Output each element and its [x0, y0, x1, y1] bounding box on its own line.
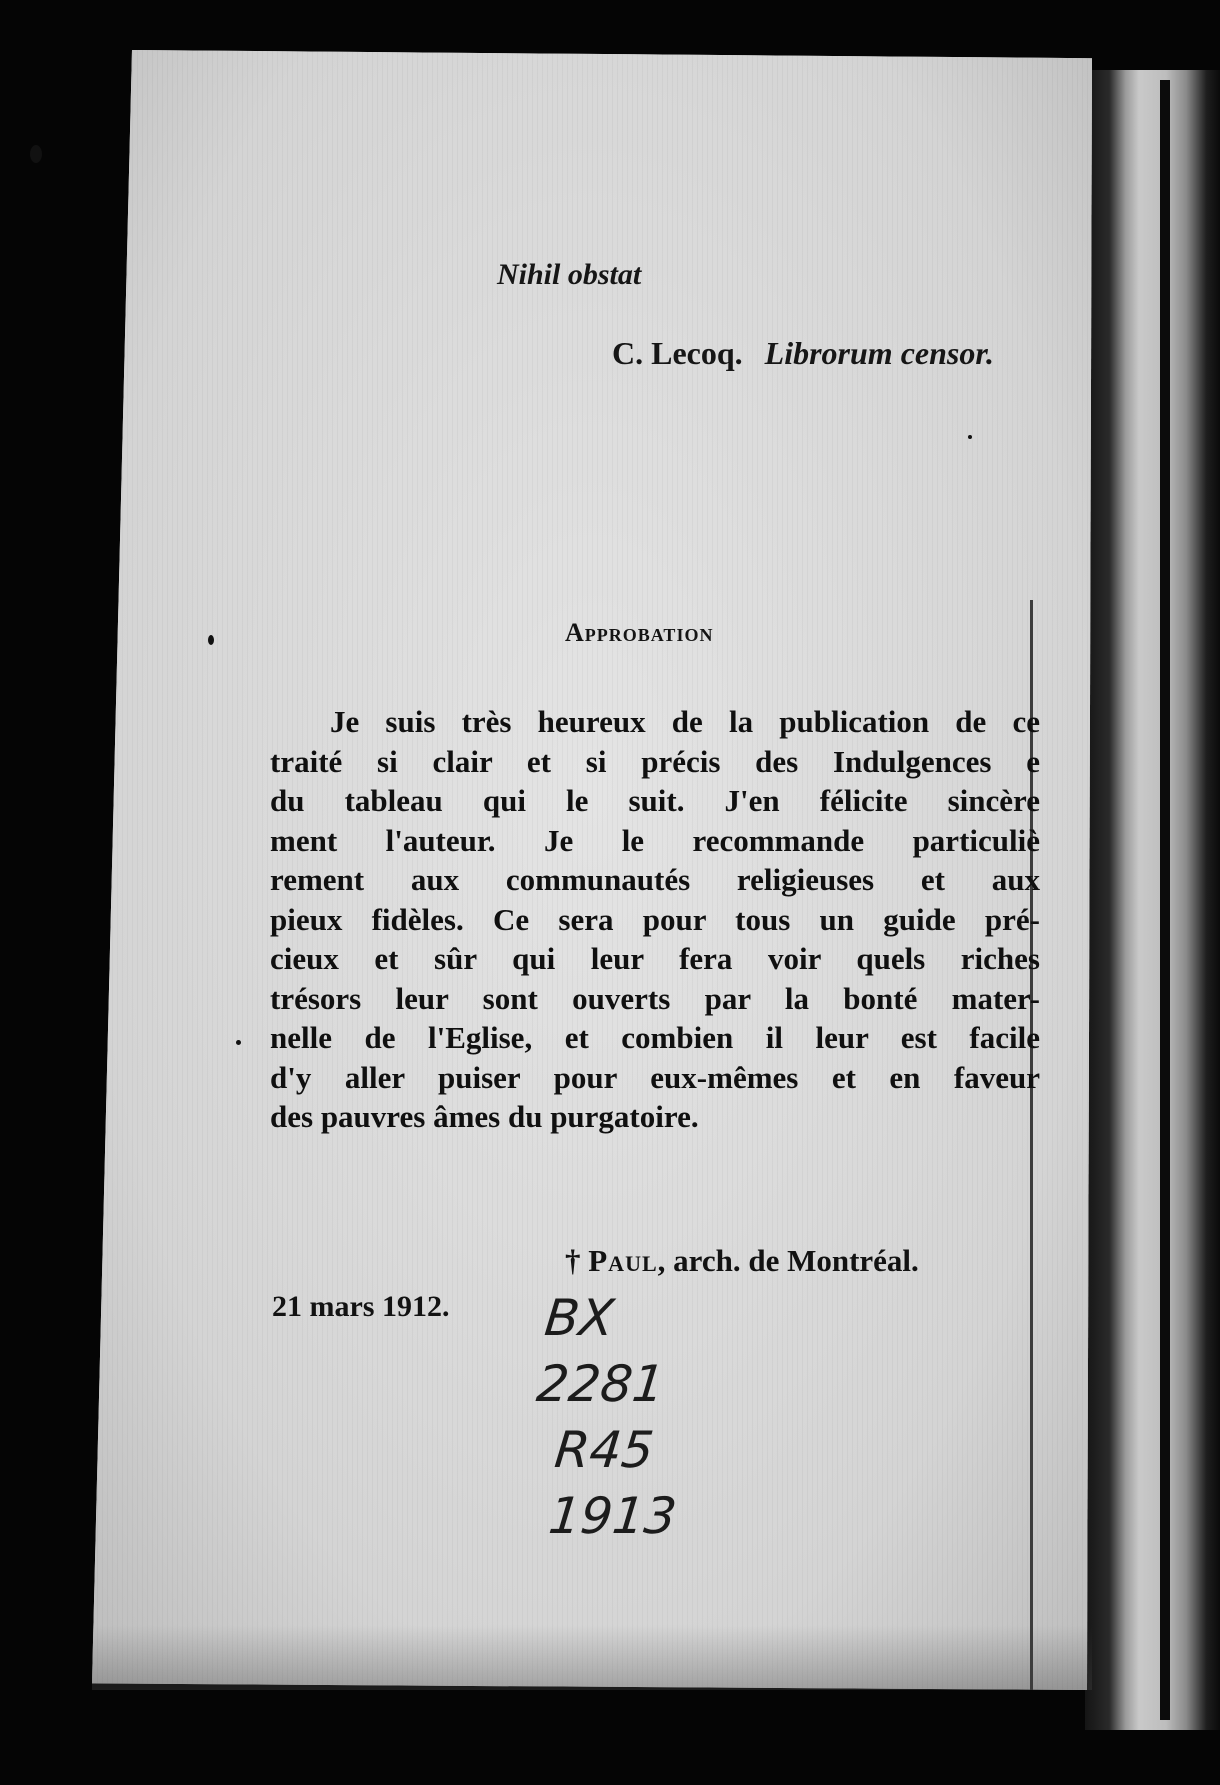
- censor-line: [612, 335, 994, 372]
- nihil-obstat: Nihil obstat: [497, 258, 642, 291]
- spine-crease: [1160, 80, 1170, 1720]
- call-number-line: 2281: [533, 1355, 668, 1413]
- page-bottom-shadow: [92, 1625, 1092, 1690]
- call-number-line: R45: [551, 1421, 657, 1479]
- call-number-line: BX: [541, 1289, 617, 1347]
- handwritten-call-number: [533, 1285, 680, 1549]
- text-line: ment l'auteur. Je le recommande particuliè: [270, 822, 1040, 858]
- text-line: nelle de l'Eglise, et combien il leur est facile: [270, 1020, 1040, 1055]
- signature: [565, 1243, 919, 1279]
- text-line: cieux et sûr qui leur fera voir quels riches: [270, 941, 1040, 976]
- ink-speck: [208, 635, 214, 645]
- approbation-text: [270, 702, 1040, 1137]
- book-spine: [1085, 70, 1220, 1730]
- approbation-heading: Approbation: [565, 618, 714, 647]
- signatory-name: Paul: [588, 1243, 658, 1278]
- text-line: rement aux communautés religieuses et aux: [270, 862, 1040, 897]
- ink-speck: [968, 435, 972, 439]
- call-number-line: 1913: [545, 1487, 680, 1545]
- approbation-date: 21 mars 1912.: [272, 1290, 450, 1323]
- cross-symbol: †: [565, 1243, 581, 1278]
- text-line: d'y aller puiser pour eux-mêmes et en faveur: [270, 1059, 1040, 1095]
- text-line: trésors leur sont ouverts par la bonté mater-: [270, 980, 1040, 1016]
- ink-speck: [30, 145, 42, 163]
- censor-name: C. Lecoq.: [612, 335, 743, 371]
- text-line: traité si clair et si précis des Indulgences e: [270, 743, 1040, 779]
- censor-title: Librorum censor.: [764, 335, 995, 371]
- text-line: du tableau qui le suit. J'en félicite sincère: [270, 783, 1040, 818]
- text-line: des pauvres âmes du purgatoire.: [270, 1099, 699, 1134]
- text-line: pieux fidèles. Ce sera pour tous un guide pré-: [270, 901, 1040, 937]
- text-line: Je suis très heureux de la publication de ce: [330, 704, 1040, 739]
- signatory-title: , arch. de Montréal.: [657, 1243, 919, 1278]
- ink-speck: [236, 1040, 241, 1045]
